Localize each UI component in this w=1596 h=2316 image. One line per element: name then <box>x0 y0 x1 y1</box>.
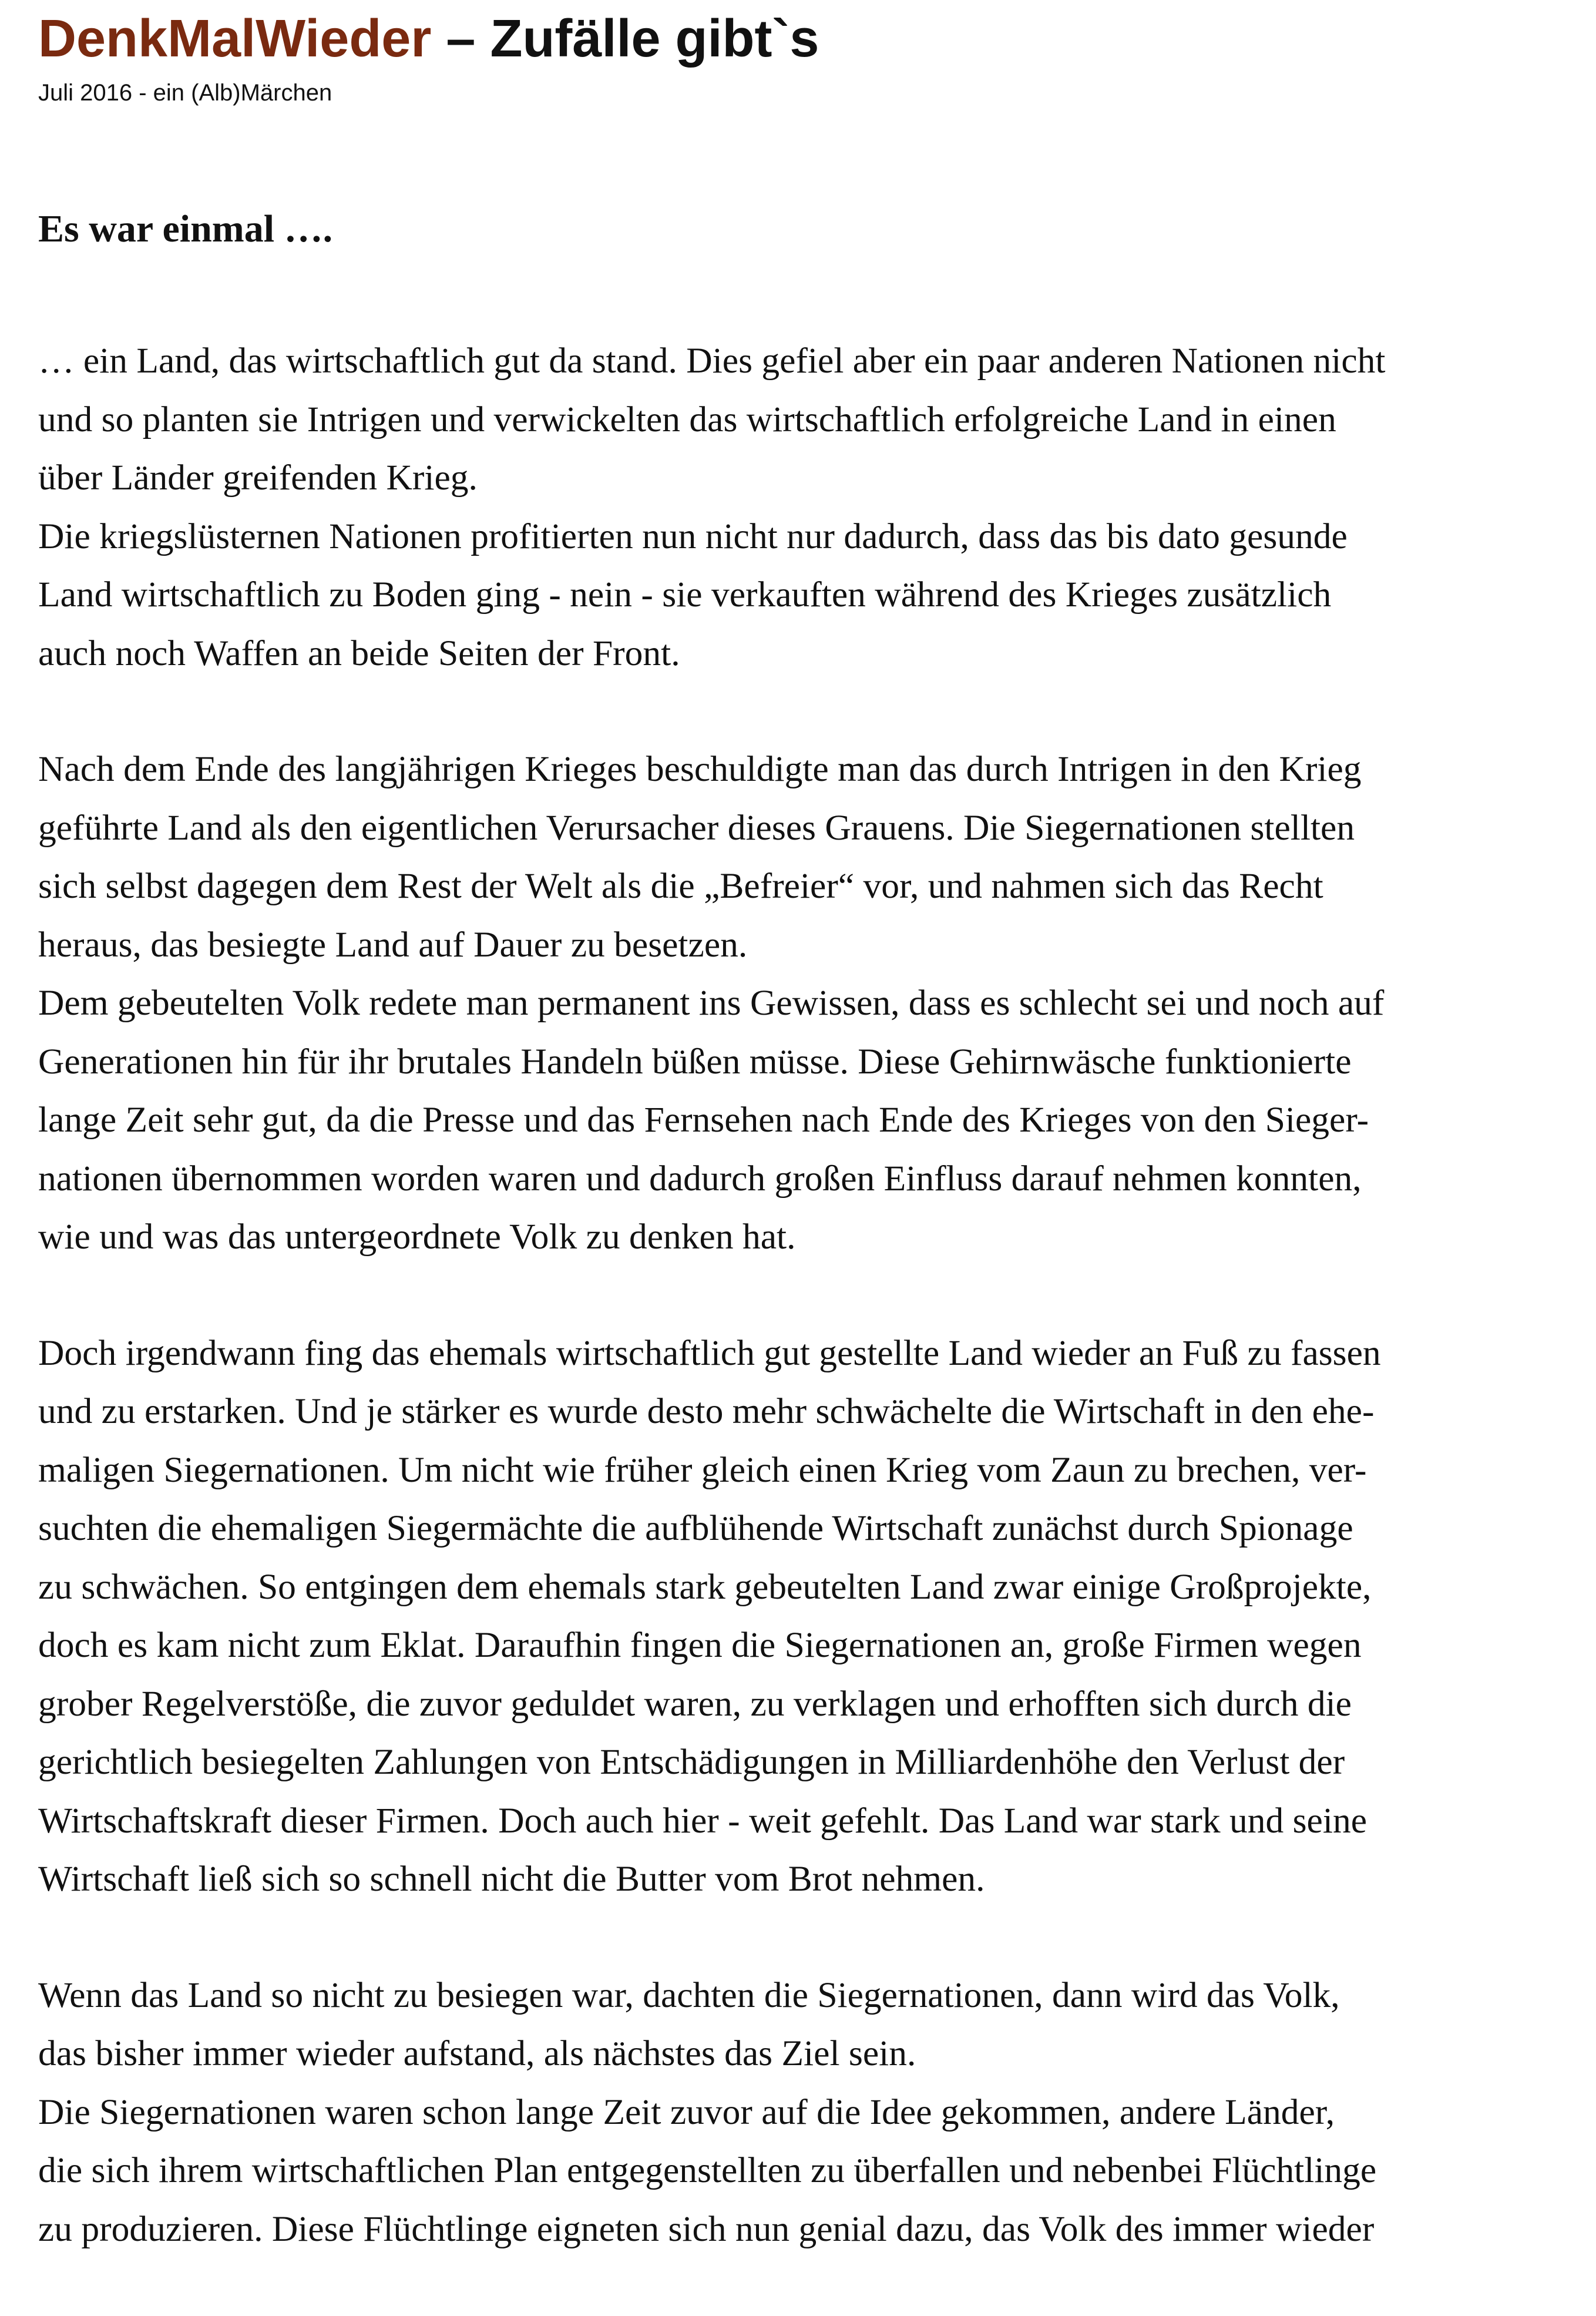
text-line: doch es kam nicht zum Eklat. Daraufhin fingen die Siegernationen an, große Firmen wegen <box>38 1625 1362 1665</box>
text-line: nationen übernommen worden waren und dadurch großen Einfluss darauf nehmen konnten, <box>38 1158 1362 1199</box>
document-title <box>38 4 1542 74</box>
text-line: suchten die ehemaligen Siegermächte die aufblühende Wirtschaft zunächst durch Spionage <box>38 1508 1353 1548</box>
text-line: zu produzieren. Diese Flüchtlinge eigneten sich nun genial dazu, das Volk des immer wieder <box>38 2208 1375 2249</box>
text-line: das bisher immer wieder aufstand, als nächstes das Ziel sein. <box>38 2033 916 2073</box>
section-heading: Es war einmal …. <box>38 207 333 250</box>
text-line: Wirtschaft ließ sich so schnell nicht die Butter vom Brot nehmen. <box>38 1859 985 1899</box>
text-line: Wirtschaftskraft dieser Firmen. Doch auch hier - weit gefehlt. Das Land war stark und seine <box>38 1800 1367 1841</box>
document-header <box>38 0 1542 110</box>
text-line: Die kriegslüsternen Nationen profitierten nun nicht nur dadurch, dass das bis dato gesunde <box>38 516 1348 556</box>
paragraph-1 <box>38 332 1554 683</box>
text-line: Wenn das Land so nicht zu besiegen war, dachten die Siegernationen, dann wird das Volk, <box>38 1975 1340 2015</box>
text-line: Nach dem Ende des langjährigen Krieges beschuldigte man das durch Intrigen in den Krieg <box>38 749 1362 789</box>
text-line: und so planten sie Intrigen und verwickelten das wirtschaftlich erfolgreiche Land in einen <box>38 399 1336 439</box>
text-line: geführte Land als den eigentlichen Verursacher dieses Grauens. Die Siegernationen stellten <box>38 807 1355 848</box>
text-line: über Länder greifenden Krieg. <box>38 458 478 498</box>
text-line: Land wirtschaftlich zu Boden ging - nein - sie verkauften während des Krieges zusätzlich <box>38 575 1332 615</box>
text-line: Die Siegernationen waren schon lange Zeit zuvor auf die Idee gekommen, andere Länder, <box>38 2092 1335 2132</box>
text-line: gerichtlich besiegelten Zahlungen von Entschädigungen in Milliardenhöhe den Verlust der <box>38 1742 1345 1782</box>
text-line: auch noch Waffen an beide Seiten der Front. <box>38 633 680 673</box>
paragraph-3 <box>38 1324 1554 1909</box>
text-line: zu schwächen. So entgingen dem ehemals stark gebeutelten Land zwar einige Großprojekte, <box>38 1566 1372 1607</box>
title-separator: – <box>446 9 476 68</box>
document-subtitle: Zufälle gibt`s <box>490 9 819 68</box>
text-line: … ein Land, das wirtschaftlich gut da stand. Dies gefiel aber ein paar anderen Nationen nicht <box>38 341 1386 381</box>
body-text <box>38 332 1554 2316</box>
text-line: wie und was das untergeordnete Volk zu denken hat. <box>38 1217 796 1257</box>
text-line: Dem gebeutelten Volk redete man permanent ins Gewissen, dass es schlecht sei und noch auf <box>38 983 1385 1023</box>
text-line: heraus, das besiegte Land auf Dauer zu besetzen. <box>38 924 748 965</box>
text-line: Doch irgendwann fing das ehemals wirtschaftlich gut gestellte Land wieder an Fuß zu fassen <box>38 1332 1381 1373</box>
text-line: die sich ihrem wirtschaftlichen Plan entgegenstellten zu überfallen und nebenbei Flüchtlinge <box>38 2150 1377 2190</box>
text-line: und zu erstarken. Und je stärker es wurde desto mehr schwächelte die Wirtschaft in den ehe- <box>38 1391 1375 1431</box>
text-line: maligen Siegernationen. Um nicht wie früher gleich einen Krieg vom Zaun zu brechen, ver- <box>38 1449 1367 1490</box>
dateline: Juli 2016 - ein (Alb)Märchen <box>38 80 332 106</box>
brand-name: DenkMalWieder <box>38 9 432 68</box>
text-line: grober Regelverstöße, die zuvor geduldet waren, zu verklagen und erhofften sich durch die <box>38 1683 1352 1724</box>
paragraph-4 <box>38 1966 1554 2259</box>
text-line: lange Zeit sehr gut, da die Presse und das Fernsehen nach Ende des Krieges von den Sieger- <box>38 1100 1369 1140</box>
text-line: Generationen hin für ihr brutales Handeln büßen müsse. Diese Gehirnwäsche funktionierte <box>38 1041 1352 1082</box>
text-line: sich selbst dagegen dem Rest der Welt als die „Befreier“ vor, und nahmen sich das Recht <box>38 866 1323 906</box>
paragraph-2 <box>38 740 1554 1267</box>
